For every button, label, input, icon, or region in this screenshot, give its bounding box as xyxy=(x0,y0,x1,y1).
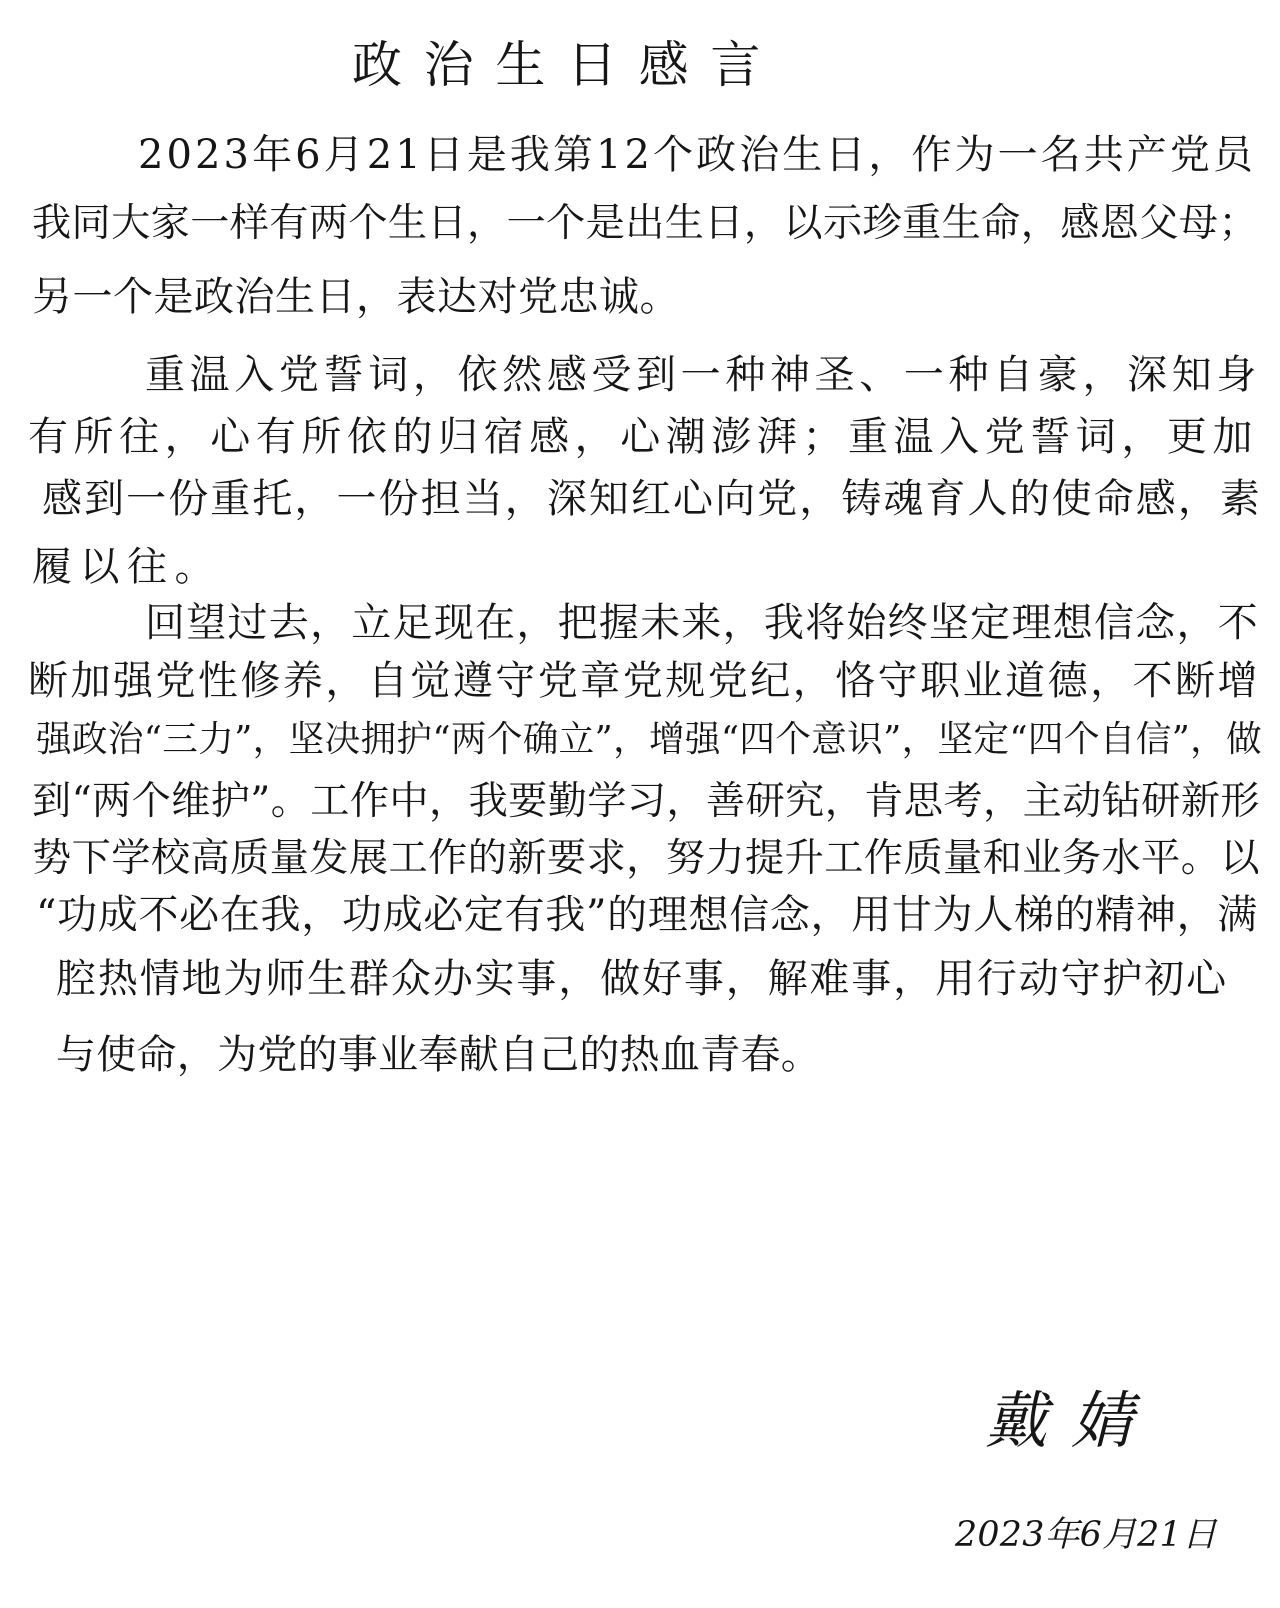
text-line: 腔热情地为师生群众办实事，做好事，解难事，用行动守护初心 xyxy=(56,956,1228,1002)
text-line: 强政治“三力”，坚决拥护“两个确立”，增强“四个意识”，坚定“四个自信”，做 xyxy=(36,719,1262,760)
text-line: 到“两个维护”。工作中，我要勤学习，善研究，肯思考，主动钻研新形 xyxy=(32,779,1260,824)
text-line: 2023年6月21日是我第12个政治生日，作为一名共产党员 xyxy=(138,132,1256,178)
text-line: 履以往。 xyxy=(32,544,222,590)
text-line: 回望过去，立足现在，把握未来，我将始终坚定理想信念，不 xyxy=(145,600,1259,646)
text-line: 断加强党性修养，自觉遵守党章党规党纪，恪守职业道德，不断增 xyxy=(28,658,1260,704)
document-title: 政治生日感言 xyxy=(352,36,782,94)
text-line: 感到一份重托，一份担当，深知红心向党，铸魂育人的使命感，素 xyxy=(42,476,1262,522)
text-line: 势下学校高质量发展工作的新要求，努力提升工作质量和业务水平。以 xyxy=(32,836,1260,881)
signature: 戴婧 xyxy=(985,1384,1157,1457)
text-line: 重温入党誓词，依然感受到一种神圣、一种自豪，深知身 xyxy=(145,352,1261,398)
text-line: 另一个是政治生日，表达对党忠诚。 xyxy=(32,274,680,320)
text-line: 与使命，为党的事业奉献自己的热血青春。 xyxy=(56,1032,821,1078)
text-line: 我同大家一样有两个生日，一个是出生日，以示珍重生命，感恩父母； xyxy=(32,201,1258,246)
text-line: “功成不必在我，功成必定有我”的理想信念，用甘为人梯的精神，满 xyxy=(36,892,1258,938)
date: 2023年6月21日 xyxy=(955,1515,1217,1555)
text-line: 有所往，心有所依的归宿感，心潮澎湃；重温入党誓词，更加 xyxy=(28,414,1258,460)
